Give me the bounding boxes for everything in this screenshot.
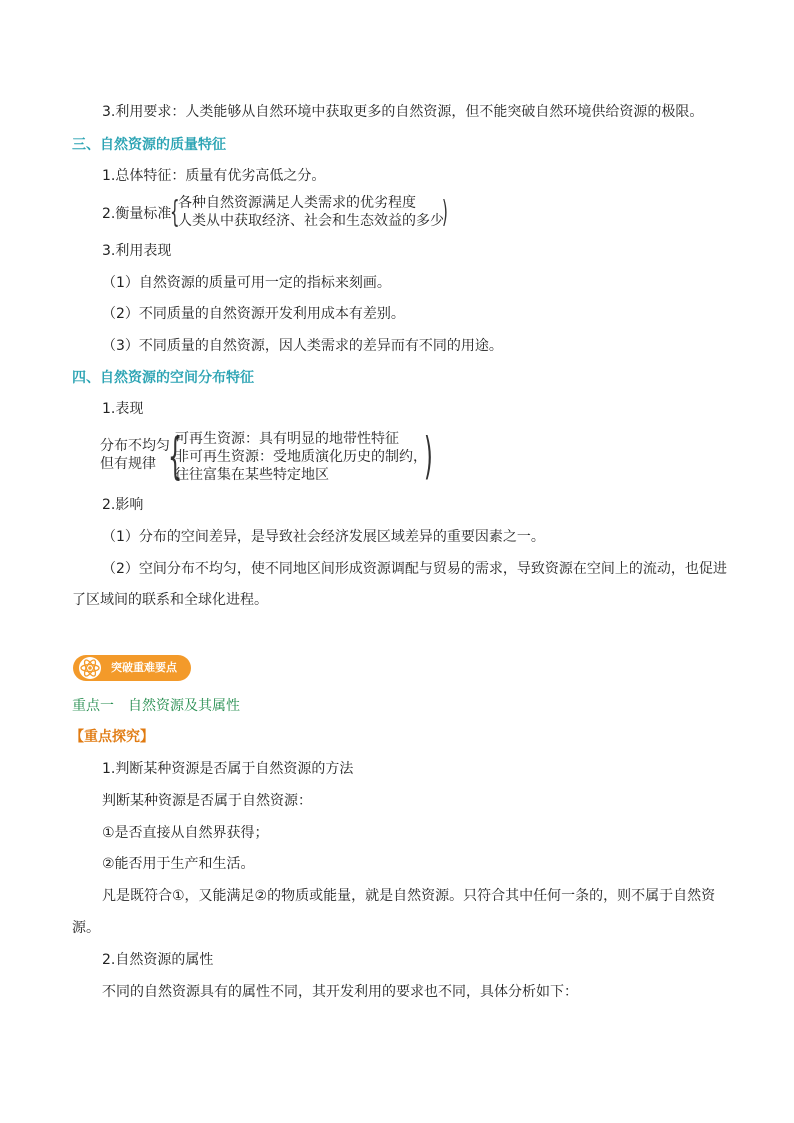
- badge-label: 突破重难要点: [111, 661, 177, 674]
- method-intro: 判断某种资源是否属于自然资源：: [102, 793, 312, 809]
- criteria-item: 各种自然资源满足人类需求的优劣程度: [178, 195, 416, 211]
- distribution-label: [100, 437, 170, 473]
- section-title-quality: 三、自然资源的质量特征: [72, 137, 226, 153]
- explore-label: 【重点探究】: [70, 729, 154, 745]
- influence-label: 2.影响: [102, 497, 144, 513]
- utilization-performance: 3.利用表现: [102, 243, 172, 259]
- performance-item-1: （1）自然资源的质量可用一定的指标来刻画。: [102, 275, 391, 291]
- atom-icon: [79, 657, 101, 679]
- criteria-item: 人类从中获取经济、社会和生态效益的多少: [178, 213, 444, 229]
- left-brace: {: [170, 195, 180, 230]
- key-point-title: 重点一 自然资源及其属性: [72, 698, 240, 714]
- manifestation-label: 1.表现: [102, 401, 144, 417]
- right-paren: ): [424, 427, 433, 485]
- section-title-distribution: 四、自然资源的空间分布特征: [72, 370, 254, 386]
- method-title: 1.判断某种资源是否属于自然资源的方法: [102, 761, 354, 777]
- key-points-badge: [73, 655, 191, 681]
- right-paren: ): [442, 195, 448, 230]
- method-conclusion: 凡是既符合①，又能满足②的物质或能量，就是自然资源。只符合其中任何一条的，则不属于自然资: [102, 888, 716, 904]
- distribution-item: 非可再生资源：受地质演化历史的制约，: [175, 449, 427, 465]
- performance-item-3: （3）不同质量的自然资源，因人类需求的差异而有不同的用途。: [102, 338, 503, 354]
- attributes-intro: 不同的自然资源具有的属性不同，其开发利用的要求也不同，具体分析如下：: [102, 984, 578, 1000]
- attributes-title: 2.自然资源的属性: [102, 952, 214, 968]
- influence-item-1: （1）分布的空间差异，是导致社会经济发展区域差异的重要因素之一。: [102, 529, 545, 545]
- criteria-label: 2.衡量标准: [102, 206, 172, 222]
- utilization-requirement: 3.利用要求：人类能够从自然环境中获取更多的自然资源，但不能突破自然环境供给资源的极限。: [102, 104, 704, 120]
- criterion-1: ①是否直接从自然界获得；: [102, 825, 269, 841]
- distribution-label-line: 但有规律: [100, 456, 156, 472]
- distribution-list: [175, 430, 427, 484]
- left-brace: {: [168, 427, 183, 485]
- overall-feature: 1.总体特征：质量有优劣高低之分。: [102, 168, 326, 184]
- criterion-2: ②能否用于生产和生活。: [102, 856, 255, 872]
- distribution-item: 往往富集在某些特定地区: [175, 467, 329, 483]
- criteria-list: [178, 194, 444, 230]
- distribution-label-line: 分布不均匀: [100, 438, 170, 454]
- performance-item-2: （2）不同质量的自然资源开发利用成本有差别。: [102, 306, 405, 322]
- method-conclusion-cont: 源。: [72, 920, 100, 936]
- distribution-item: 可再生资源：具有明显的地带性特征: [175, 431, 399, 447]
- influence-item-2: （2）空间分布不均匀，使不同地区间形成资源调配与贸易的需求，导致资源在空间上的流动，也促进: [102, 561, 727, 577]
- influence-item-2-cont: 了区域间的联系和全球化进程。: [72, 592, 268, 608]
